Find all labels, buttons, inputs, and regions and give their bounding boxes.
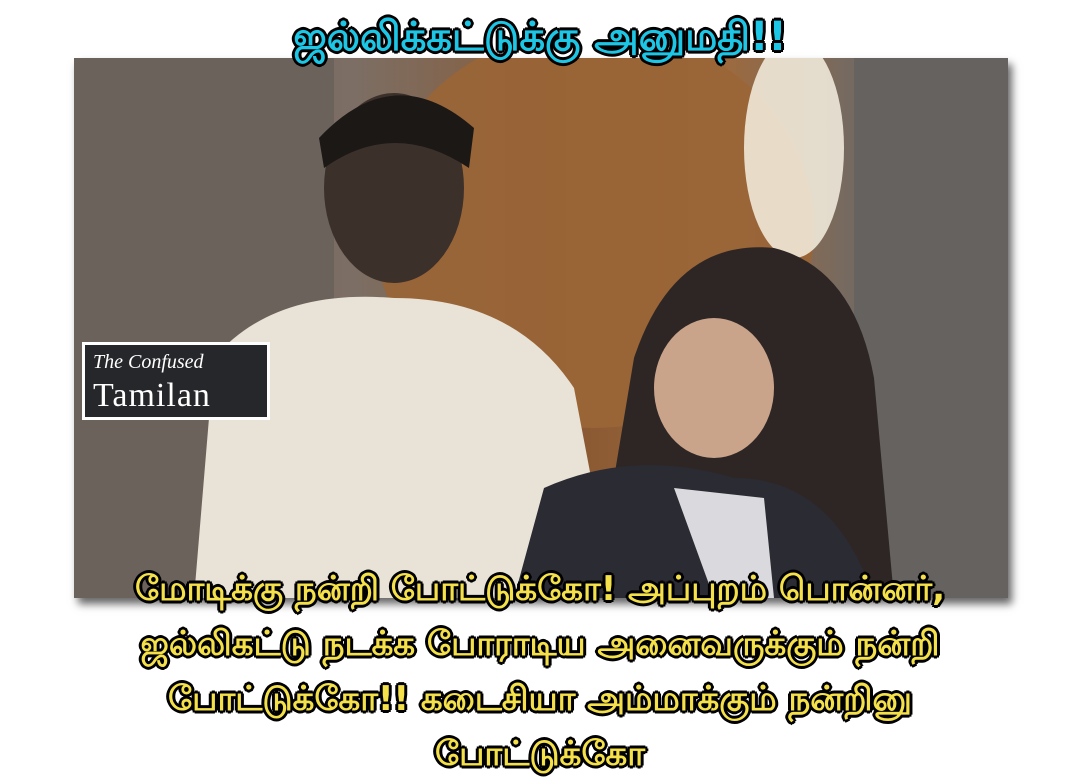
caption-line-1: மோடிக்கு நன்றி போட்டுக்கோ! அப்புறம் பொன்னர்,: [134, 569, 946, 609]
photo-illustration: [74, 58, 1008, 598]
movie-still-photo: [74, 58, 1008, 598]
watermark-line-1: The Confused: [93, 351, 204, 373]
caption-line-2: ஜல்லிகட்டு நடக்க போராடிய அனைவருக்கும் நன்றி: [140, 624, 940, 664]
meme-caption: [30, 562, 1050, 782]
watermark-badge: [82, 342, 270, 420]
meme-title: ஜல்லிக்கட்டுக்கு அனுமதி!!: [293, 14, 787, 60]
caption-line-4: போட்டுக்கோ: [434, 734, 645, 774]
watermark-line-2: Tamilan: [93, 377, 211, 414]
woman-face: [654, 318, 774, 458]
caption-line-3: போட்டுக்கோ!! கடைசியா அம்மாக்கும் நன்றினு: [168, 679, 912, 719]
